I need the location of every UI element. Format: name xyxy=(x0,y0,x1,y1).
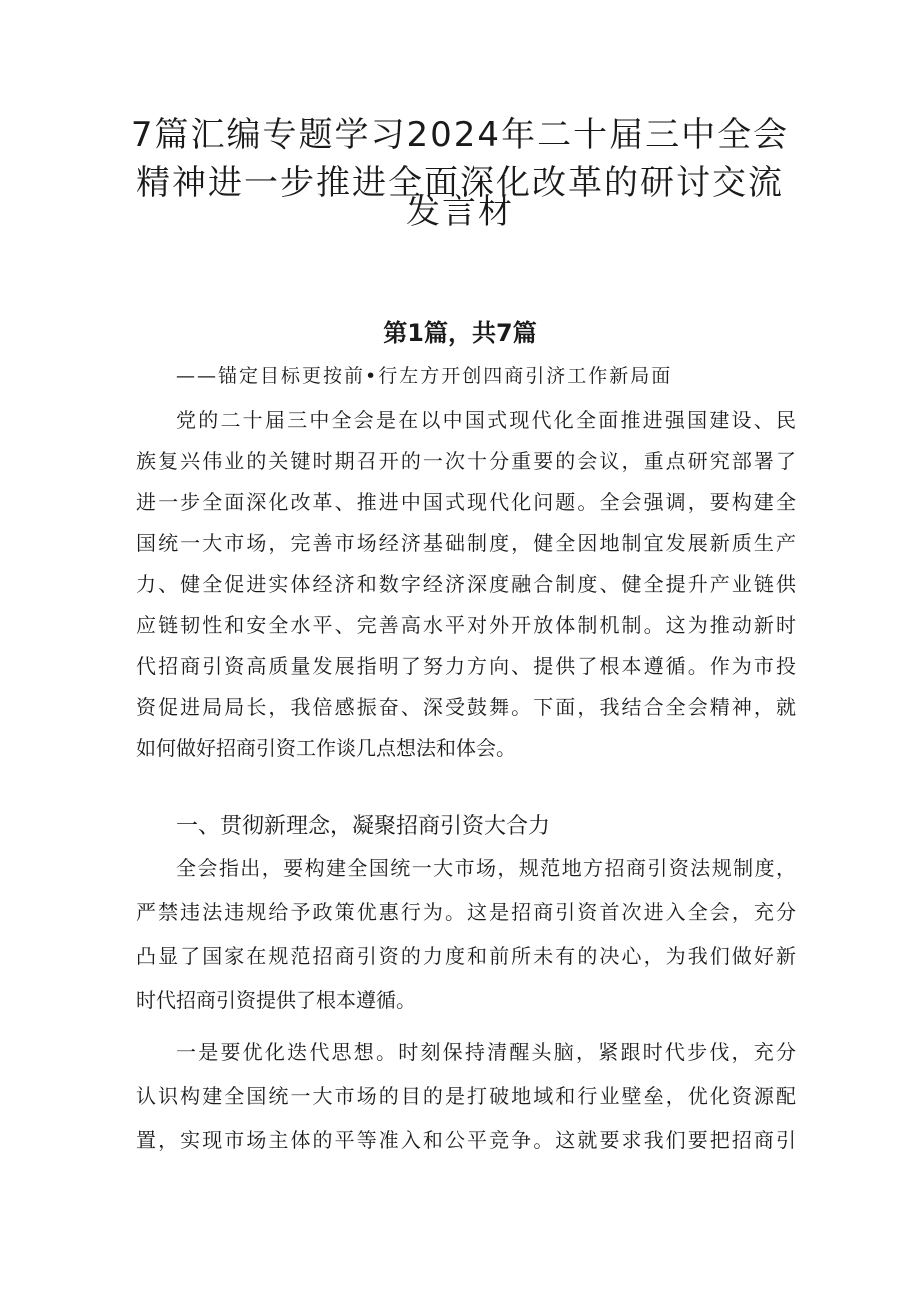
document-title-line-2: 精神进一步推进全面深化改革的研讨交流 xyxy=(136,163,784,203)
document-title-line-1: 7篇汇编专题学习2024年二十届三中全会 xyxy=(130,115,790,155)
paragraph-3-line: 认识构建全国统一大市场的目的是打破地域和行业壁垒，优化资源配 xyxy=(136,1084,796,1108)
tagline: ——锚定目标更按前•行左方开创四商引济工作新局面 xyxy=(176,365,673,387)
paragraph-2-line: 时代招商引资提供了根本遵循。 xyxy=(136,988,416,1012)
paragraph-1-line: 应链韧性和安全水平、完善高水平对外开放体制机制。这为推动新时 xyxy=(136,613,796,637)
paragraph-1-line: 代招商引资高质量发展指明了努力方向、提供了根本遵循。作为市投 xyxy=(136,654,796,678)
paragraph-1-line: 如何做好招商引资工作谈几点想法和体会。 xyxy=(136,736,516,760)
paragraph-1-line: 进一步全面深化改革、推进中国式现代化问题。全会强调，要构建全 xyxy=(136,490,796,514)
paragraph-1-line: 资促进局局长，我倍感振奋、深受鼓舞。下面，我结合全会精神，就 xyxy=(136,695,796,719)
section-heading: 一、贯彻新理念，凝聚招商引资大合力 xyxy=(176,814,551,839)
document-title-line-3: 发言材 xyxy=(406,192,514,232)
paragraph-3-line: 置，实现市场主体的平等准入和公平竞争。这就要求我们要把招商引 xyxy=(136,1128,796,1152)
paragraph-1-line: 族复兴伟业的关键时期召开的一次十分重要的会议，重点研究部署了 xyxy=(136,449,796,473)
paragraph-1-line: 党的二十届三中全会是在以中国式现代化全面推进强国建设、民 xyxy=(176,408,796,432)
paragraph-2-line: 严禁违法违规给予政策优惠行为。这是招商引资首次进入全会，充分 xyxy=(136,900,796,924)
paragraph-1-line: 国统一大市场，完善市场经济基础制度，健全因地制宜发展新质生产 xyxy=(136,531,796,555)
part-indicator: 第1篇，共7篇 xyxy=(383,319,537,347)
paragraph-1-line: 力、健全促进实体经济和数字经济深度融合制度、健全提升产业链供 xyxy=(136,572,796,596)
paragraph-2-line: 全会指出，要构建全国统一大市场，规范地方招商引资法规制度， xyxy=(176,856,796,880)
paragraph-2-line: 凸显了国家在规范招商引资的力度和前所未有的决心，为我们做好新 xyxy=(136,944,796,968)
paragraph-3-line: 一是要优化迭代思想。时刻保持清醒头脑，紧跟时代步伐，充分 xyxy=(176,1040,796,1064)
